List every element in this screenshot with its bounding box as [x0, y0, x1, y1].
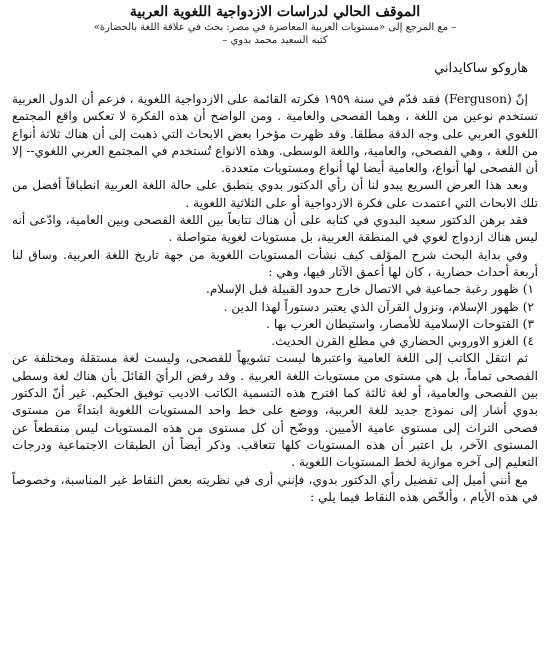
- document-page: [12, 4, 538, 506]
- list-item: ٢) ظهور الإسلام، ونزول القرآن الذي يعتبر دستوراً لهذا الدين .: [223, 299, 534, 314]
- document-title: الموقف الحالي لدراسات الازدواجية اللغوية العربية: [129, 4, 421, 20]
- paragraph-ferguson: إنّ (Ferguson) فقد قدّم في سنة ١٩٥٩ فكرته القائمة على الازدواجية اللغوية ، فزعم أن الدول العربية تستخدم نوعين من اللغة ، وهما الفصحى والعامية . ومن الواضح أن هذه الفكرة لا تعكس واقع المجتمع اللغوي العربي على وجه الدقة مطلقا. وقد ظهرت مؤخرا بعض الابحاث التي ذهبت إلى أن هناك ثلاثة أنواع من اللغة ، وهي الفصحى، والعامية، واللغة الوسطى. وهذه الانواع تُستخدم في المجتمع العربي اللغوي-- إلا أن الفصحى لها أنواع، والعامية أيضا لها أنواع ومستويات متعددة.: [12, 92, 538, 176]
- list-item: ٤) الغزو الاوروبي الحضاري في مطلع القرن الحديث.: [271, 334, 534, 349]
- paragraph-critique: مع أنني أميل إلى تفضيل رأي الدكتور بدوي، فإنني أرى في نظريته بعض النقاط غير المناسبة، وخصوصاً في هذه الأيام ، وألخّص هذه النقاط فيما يلي :: [12, 472, 538, 504]
- list-item: ١) ظهور رغبة جماعية في الاتصال خارج حدود القبيلة قبل الإسلام.: [205, 282, 534, 297]
- paragraph-history: وفي بداية البحث شرح المؤلف كيف نشأت المستويات اللغوية من جهة تاريخ اللغة العربية. وساق لنا أربعة أحداث حضارية ، كان لها أعمق الآثار فيها، وهي :: [12, 247, 538, 279]
- paragraph-continuum: فقد برهن الدكتور سعيد البدوي في كتابه على أن هناك تتابعاً بين اللغة الفصحى وبين العامية، وادّعى أنه ليس هناك ازدواج لغوي في المنطقة العربية، بل مستويات لغوية متواصلة .: [12, 213, 538, 245]
- author-name: هاروكو ساكايداني: [434, 61, 528, 76]
- document-subtitle: – مع المرجع إلى «مستويات العربية المعاصرة في مصر: بحث في علاقة اللغة بالحضارة»: [93, 22, 457, 33]
- paragraph-colloquial: ثم انتقل الكاتب إلى اللغة العامية واعتبرها ليست تشويهاً للفصحى، وليست لغة مستقلة ومختلفة عن الفصحى تماماً، بل هي مستوى من مستويات اللغة العربية . وقد رفض الرأيَ القائلَ بأن هناك لغة وسطى بين الفصحى والعامية، أو لغة ثالثة كما اقترح هذه التسمية الكاتب الاديب توفيق الحكيم. غير أنّ الدكتور بدوي أشار إلى نموذج جديد للغة العربية، ووضع على خط واحد المستويات اللغوية ابتداءً من مستوى فصحى التراث إلى مستوى عامية الأميين. ووضّح أن كل مستوى من هذه المستويات ليس منقطعاً عن المستوى الآخر، بل اعتبر أن هذه المستويات كلها تتعاقب. وذكر أيضاً أن الطبقات الاجتماعية ودرجات التعليم إلى آخره موازية لخط المستويات اللغوية .: [12, 351, 538, 470]
- document-byline: كتبه السعيد محمد بدوي –: [222, 35, 328, 46]
- list-item: ٣) الفتوحات الإسلامية للأمصار، واستيطان العرب بها .: [266, 316, 534, 331]
- events-list: [12, 281, 538, 350]
- paragraph-badawi-view: وبعد هذا العرض السريع يبدو لنا أن رأي الدكتور بدوي ينطبق على حالة اللغة العربية انطباقاً أفضل من تلك الابحاث التي اعتمدت على فكرة الازدواجية أو على الثلاثية اللغوية .: [12, 178, 538, 210]
